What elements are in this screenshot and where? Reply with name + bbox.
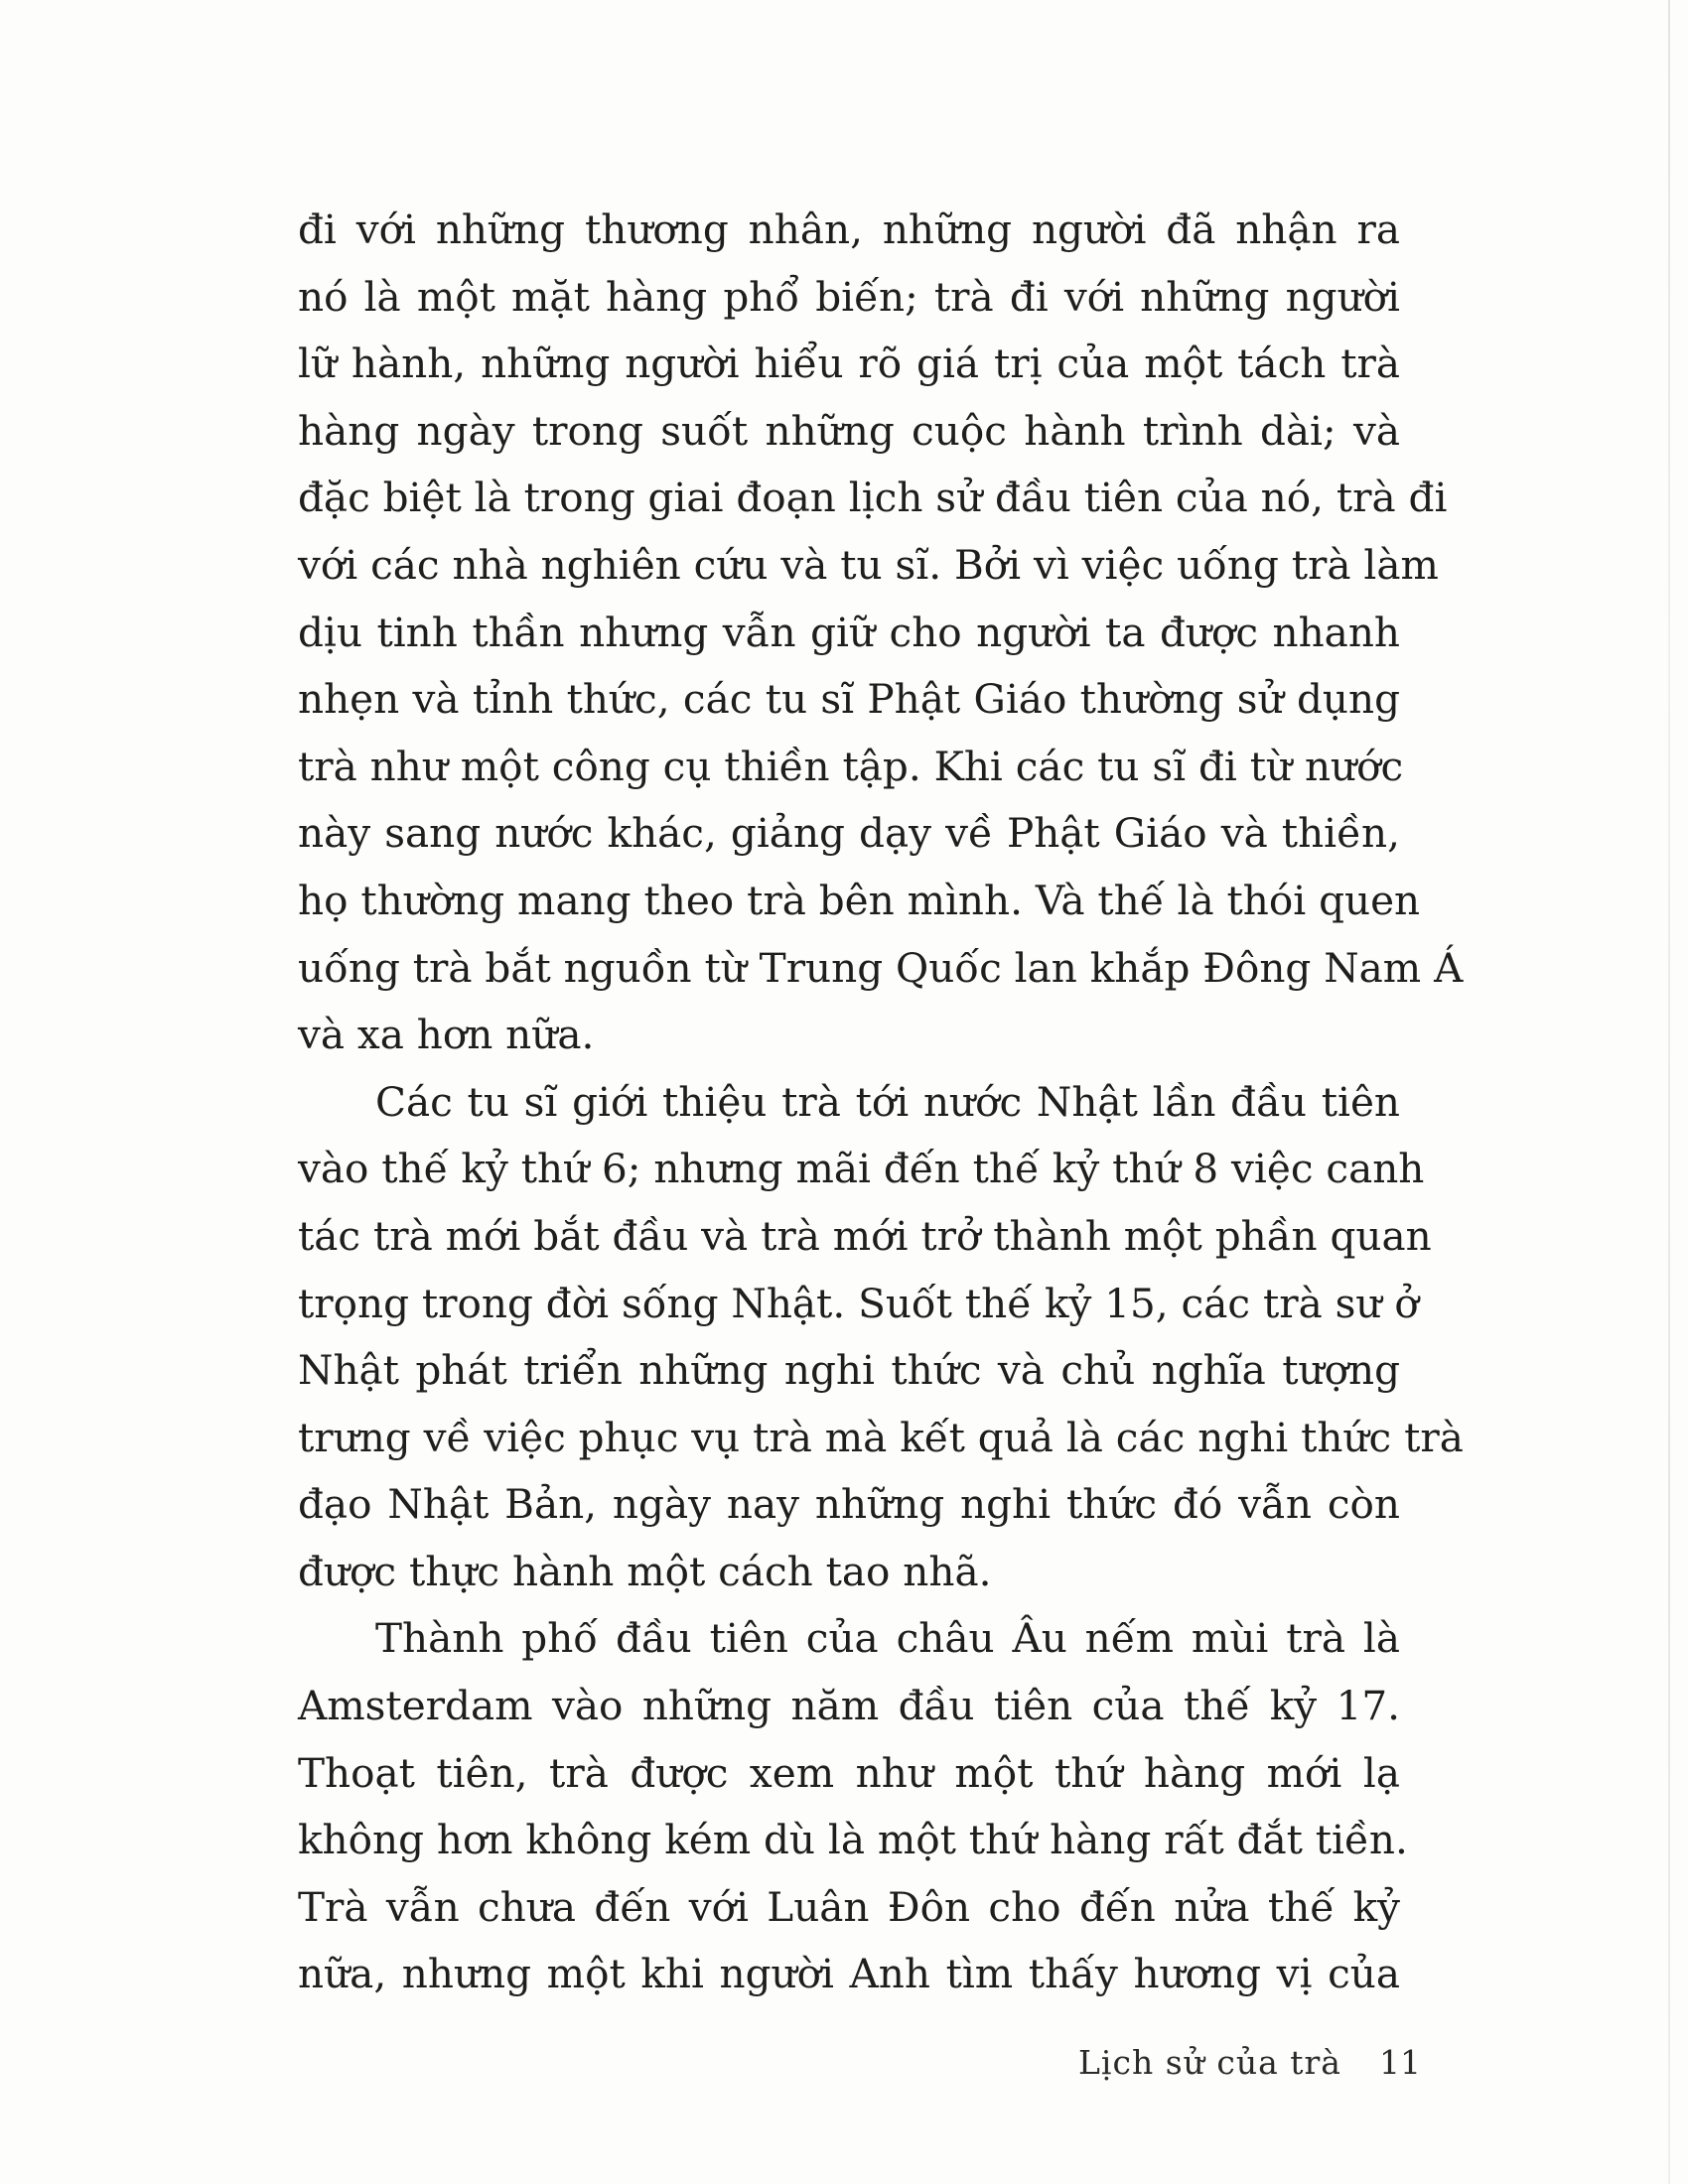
- text-line: họ thường mang theo trà bên mình. Và thế là thói quen: [298, 876, 1421, 924]
- page-number: 11: [1378, 2043, 1421, 2082]
- text-line: đi với những thương nhân, những người đã nhận ra: [298, 205, 1400, 253]
- text-line: với các nhà nghiên cứu và tu sĩ. Bởi vì việc uống trà làm: [298, 540, 1439, 589]
- page-footer: [1078, 2043, 1421, 2082]
- text-line: Thoạt tiên, trà được xem như một thứ hàng mới lạ: [298, 1748, 1400, 1797]
- text-line: đạo Nhật Bản, ngày nay những nghi thức đó vẫn còn: [298, 1480, 1400, 1529]
- text-line: không hơn không kém dù là một thứ hàng rất đắt tiền.: [298, 1816, 1408, 1864]
- text-line: Thành phố đầu tiên của châu Âu nếm mùi trà là: [375, 1614, 1400, 1663]
- text-line: nó là một mặt hàng phổ biến; trà đi với những người: [298, 272, 1400, 321]
- text-line: vào thế kỷ thứ 6; nhưng mãi đến thế kỷ thứ 8 việc canh: [298, 1145, 1425, 1193]
- text-line: nhẹn và tỉnh thức, các tu sĩ Phật Giáo thường sử dụng: [298, 675, 1400, 724]
- text-line: Các tu sĩ giới thiệu trà tới nước Nhật lần đầu tiên: [375, 1077, 1400, 1126]
- text-line: tác trà mới bắt đầu và trà mới trở thành một phần quan: [298, 1211, 1432, 1260]
- text-line: và xa hơn nữa.: [298, 1011, 595, 1059]
- text-line: đặc biệt là trong giai đoạn lịch sử đầu tiên của nó, trà đi: [298, 474, 1448, 522]
- text-line: lữ hành, những người hiểu rõ giá trị của một tách trà: [298, 340, 1400, 388]
- scan-page-edge: [1668, 0, 1670, 2184]
- body-text: [298, 197, 1464, 2008]
- text-line: trà như một công cụ thiền tập. Khi các tu sĩ đi từ nước: [298, 742, 1404, 790]
- text-line: trọng trong đời sống Nhật. Suốt thế kỷ 15, các trà sư ở: [298, 1279, 1419, 1327]
- text-line: được thực hành một cách tao nhã.: [298, 1547, 992, 1595]
- text-line: dịu tinh thần nhưng vẫn giữ cho người ta được nhanh: [298, 608, 1400, 656]
- text-line: Trà vẫn chưa đến với Luân Đôn cho đến nửa thế kỷ: [298, 1882, 1400, 1931]
- text-line: Amsterdam vào những năm đầu tiên của thế kỷ 17.: [298, 1682, 1400, 1730]
- text-line: trưng về việc phục vụ trà mà kết quả là các nghi thức trà: [298, 1413, 1464, 1461]
- text-line: này sang nước khác, giảng dạy về Phật Giáo và thiền,: [298, 809, 1400, 858]
- running-title: Lịch sử của trà: [1078, 2043, 1341, 2082]
- text-line: uống trà bắt nguồn từ Trung Quốc lan khắp Đông Nam Á: [298, 943, 1464, 992]
- text-line: hàng ngày trong suốt những cuộc hành trình dài; và: [298, 406, 1400, 455]
- text-line: Nhật phát triển những nghi thức và chủ nghĩa tượng: [298, 1346, 1400, 1395]
- text-line: nữa, nhưng một khi người Anh tìm thấy hương vị của: [298, 1950, 1400, 1998]
